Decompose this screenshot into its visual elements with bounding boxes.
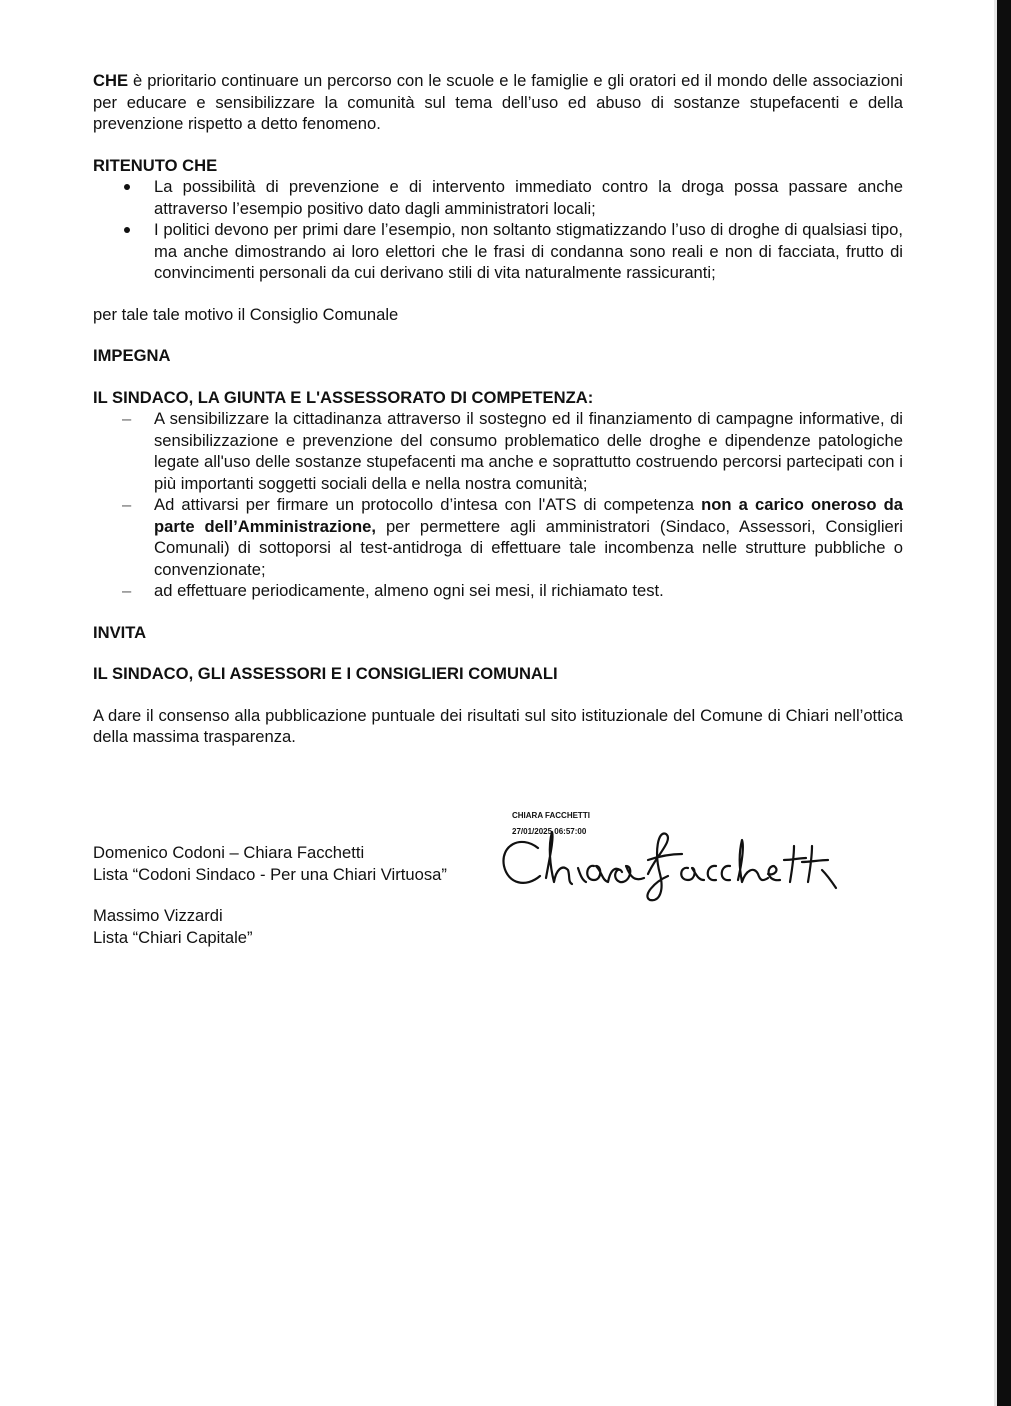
ritenuto-heading: RITENUTO CHE [93,155,218,175]
list-item: La possibilità di prevenzione e di intervento immediato contro la droga possa passare anche attraverso l’esempio positivo dato dagli amministratori locali; [93,176,903,219]
impegna-list [93,408,903,602]
list-item: – A sensibilizzare la cittadinanza attraverso il sostegno ed il finanziamento di campagne informative, di sensibilizzazione e prevenzione del consumo problematico delle droghe e dipendenze patologiche legate all'uso delle sostanze stupefacenti ma anche e soprattutto costruendo percorsi partecipati con i più importanti soggetti sociali della e nella nostra comunità; [93,408,903,494]
invita-paragraph: A dare il consenso alla pubblicazione puntuale dei risultati sul sito istituzionale del Comune di Chiari nell’ottica della massima trasparenza. [93,705,903,746]
ritenuto-list [93,176,903,284]
invita-subheading: IL SINDACO, GLI ASSESSORI E I CONSIGLIERI COMUNALI [93,664,558,683]
stamp-name: CHIARA FACCHETTI [512,811,590,820]
item2-text-end: per permettere agli amministratori (Sindaco, Assessori, Consiglieri Comunali) di sottoporsi al test-antidroga di effettuare tale incombenza nelle strutture pubbliche o convenzionate; [154,516,903,579]
impegna-heading: IMPEGNA [93,346,171,365]
document-body [93,70,903,748]
signatory-list: Lista “Codoni Sindaco - Per una Chiari Virtuosa” [93,864,447,884]
list-item [93,494,903,580]
list-item: – ad effettuare periodicamente, almeno ogni sei mesi, il richiamato test. [93,580,903,602]
second-signatory [93,905,253,948]
page-edge-border [997,0,1011,1406]
handwritten-signature [498,826,843,904]
intro-keyword: CHE [93,71,129,90]
first-signatories [93,842,513,885]
item2-bold-text: non a carico oneroso da parte dell’Amministrazione, [154,495,903,536]
intro-paragraph [93,70,903,135]
motivo-line: per tale tale motivo il Consiglio Comunale [93,304,399,324]
invita-heading: INVITA [93,622,147,642]
list-item: I politici devono per primi dare l’esempio, non soltanto stigmatizzando l’uso di droghe di qualsiasi tipo, ma anche dimostrando ai loro elettori che le frasi di condanna sono reali e non di facciata, frutto di convincimenti personali da cui derivano stili di vita naturalmente rassicuranti; [93,219,903,284]
signatory-list: Lista “Chiari Capitale” [93,927,253,947]
item2-text-start: Ad attivarsi per firmare un protocollo d’intesa con l'ATS di competenza [154,495,702,514]
stamp-datetime: 27/01/2025 06:57:00 [512,827,587,836]
signatory-names: Domenico Codoni – Chiara Facchetti [93,843,365,862]
impegna-subheading: IL SINDACO, LA GIUNTA E L'ASSESSORATO DI COMPETENZA: [93,387,594,407]
intro-text: è prioritario continuare un percorso con le scuole e le famiglie e gli oratori ed il mondo delle associazioni per educare e sensibilizzare la comunità sul tema dell’uso ed abuso di sostanze stupefacenti e della prevenzione rispetto a detto fenomeno. [93,71,903,133]
signatory-name: Massimo Vizzardi [93,906,223,925]
